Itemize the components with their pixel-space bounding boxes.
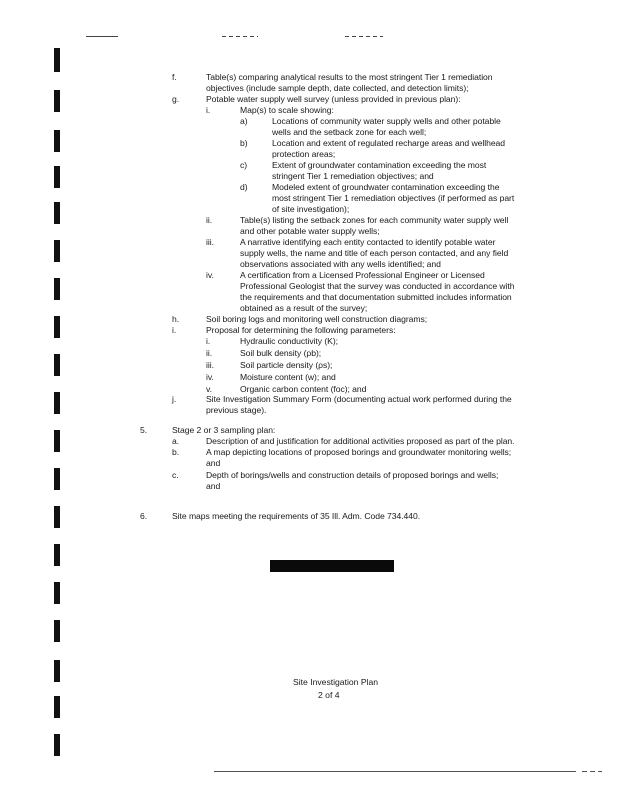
binding-mark — [54, 166, 60, 188]
param-text: Moisture content (w); and — [240, 372, 336, 382]
scan-mark-top-center — [222, 36, 258, 37]
binding-mark — [54, 620, 60, 642]
param-text: Hydraulic conductivity (K); — [240, 336, 338, 346]
survey-item-line: A narrative identifying each entity contacted to identify potable water — [240, 237, 496, 247]
binding-mark — [54, 734, 60, 756]
item-g-line: Potable water supply well survey (unless provided in previous plan): — [206, 94, 461, 104]
section-5-number: 5. — [140, 425, 148, 435]
section-5-item-label: b. — [172, 447, 180, 457]
binding-mark — [54, 240, 60, 262]
survey-item-label: ii. — [206, 215, 213, 225]
section-5-item-line: Description of and justification for additional activities proposed as part of the plan. — [206, 436, 515, 446]
section-6-number: 6. — [140, 511, 148, 521]
binding-mark — [54, 48, 60, 72]
survey-item-line: observations associated with any wells identified; and — [240, 259, 441, 269]
param-text: Soil particle density (ρs); — [240, 360, 333, 370]
section-5-item-line: A map depicting locations of proposed borings and groundwater monitoring wells; — [206, 447, 512, 457]
map-item-label: d) — [240, 182, 248, 192]
binding-mark — [54, 278, 60, 300]
binding-mark — [54, 582, 60, 604]
scan-mark-bottom-right — [582, 771, 602, 772]
binding-mark — [54, 660, 60, 682]
item-g-i-line: Map(s) to scale showing: — [240, 105, 334, 115]
section-5-item-line: Depth of borings/wells and construction details of proposed borings and wells; — [206, 470, 499, 480]
param-text: Organic carbon content (foc); and — [240, 384, 367, 394]
binding-mark — [54, 130, 60, 152]
survey-item-line: A certification from a Licensed Professional Engineer or Licensed — [240, 270, 485, 280]
survey-item-line: and other potable water supply wells; — [240, 226, 380, 236]
item-i-line: Proposal for determining the following parameters: — [206, 325, 396, 335]
param-label: iii. — [206, 360, 214, 370]
scan-mark-bottom — [214, 771, 576, 772]
section-5-item-line: and — [206, 481, 221, 491]
param-label: ii. — [206, 348, 213, 358]
binding-mark — [54, 202, 60, 224]
item-g-i-label: i. — [206, 105, 211, 115]
section-5-item-line: and — [206, 458, 221, 468]
map-item-line: wells and the setback zone for each well; — [272, 127, 427, 137]
param-text: Soil bulk density (ρb); — [240, 348, 322, 358]
item-j-line: previous stage). — [206, 405, 267, 415]
scan-mark-top-left — [86, 36, 118, 37]
survey-item-line: the requirements and that documentation submitted includes information — [240, 292, 512, 302]
map-item-line: Modeled extent of groundwater contamination exceeding the — [272, 182, 500, 192]
map-item-line: stringent Tier 1 remediation objectives; and — [272, 171, 434, 181]
map-item-line: of site investigation); — [272, 204, 350, 214]
footer-title: Site Investigation Plan — [293, 677, 379, 687]
binding-mark — [54, 468, 60, 490]
item-j-label: j. — [172, 394, 177, 404]
footer-page-number: 2 of 4 — [318, 690, 340, 700]
redaction-bar — [270, 560, 394, 572]
map-item-line: Extent of groundwater contamination exceeding the most — [272, 160, 487, 170]
binding-mark — [54, 90, 60, 112]
binding-mark — [54, 354, 60, 376]
binding-mark — [54, 544, 60, 566]
section-5-item-label: a. — [172, 436, 180, 446]
param-label: v. — [206, 384, 212, 394]
section-5-item-label: c. — [172, 470, 179, 480]
survey-item-label: iii. — [206, 237, 214, 247]
survey-item-line: obtained as a result of the survey; — [240, 303, 368, 313]
binding-mark — [54, 696, 60, 718]
param-label: i. — [206, 336, 211, 346]
map-item-line: Locations of community water supply wells and other potable — [272, 116, 501, 126]
binding-mark — [54, 316, 60, 338]
section-5-title: Stage 2 or 3 sampling plan: — [172, 425, 276, 435]
binding-mark — [54, 506, 60, 528]
scan-mark-top-right — [345, 36, 383, 37]
map-item-label: a) — [240, 116, 248, 126]
item-h-label: h. — [172, 314, 180, 324]
param-label: iv. — [206, 372, 214, 382]
map-item-line: protection areas; — [272, 149, 336, 159]
survey-item-label: iv. — [206, 270, 214, 280]
item-j-line: Site Investigation Summary Form (documenting actual work performed during the — [206, 394, 512, 404]
item-i-label: i. — [172, 325, 177, 335]
map-item-label: b) — [240, 138, 248, 148]
section-6-text: Site maps meeting the requirements of 35 Ill. Adm. Code 734.440. — [172, 511, 421, 521]
item-h-line: Soil boring logs and monitoring well construction diagrams; — [206, 314, 428, 324]
binding-mark — [54, 392, 60, 414]
item-f-line: Table(s) comparing analytical results to the most stringent Tier 1 remediation — [206, 72, 493, 82]
survey-item-line: supply wells, the name and title of each person contacted, and any field — [240, 248, 509, 258]
item-f-label: f. — [172, 72, 177, 82]
item-g-label: g. — [172, 94, 180, 104]
binding-mark — [54, 430, 60, 452]
map-item-line: most stringent Tier 1 remediation objectives (if performed as part — [272, 193, 515, 203]
map-item-label: c) — [240, 160, 248, 170]
item-f-line: objectives (include sample depth, date collected, and detection limits); — [206, 83, 469, 93]
survey-item-line: Professional Geologist that the survey was conducted in accordance with — [240, 281, 515, 291]
survey-item-line: Table(s) listing the setback zones for each community water supply well — [240, 215, 509, 225]
map-item-line: Location and extent of regulated recharge areas and wellhead — [272, 138, 506, 148]
